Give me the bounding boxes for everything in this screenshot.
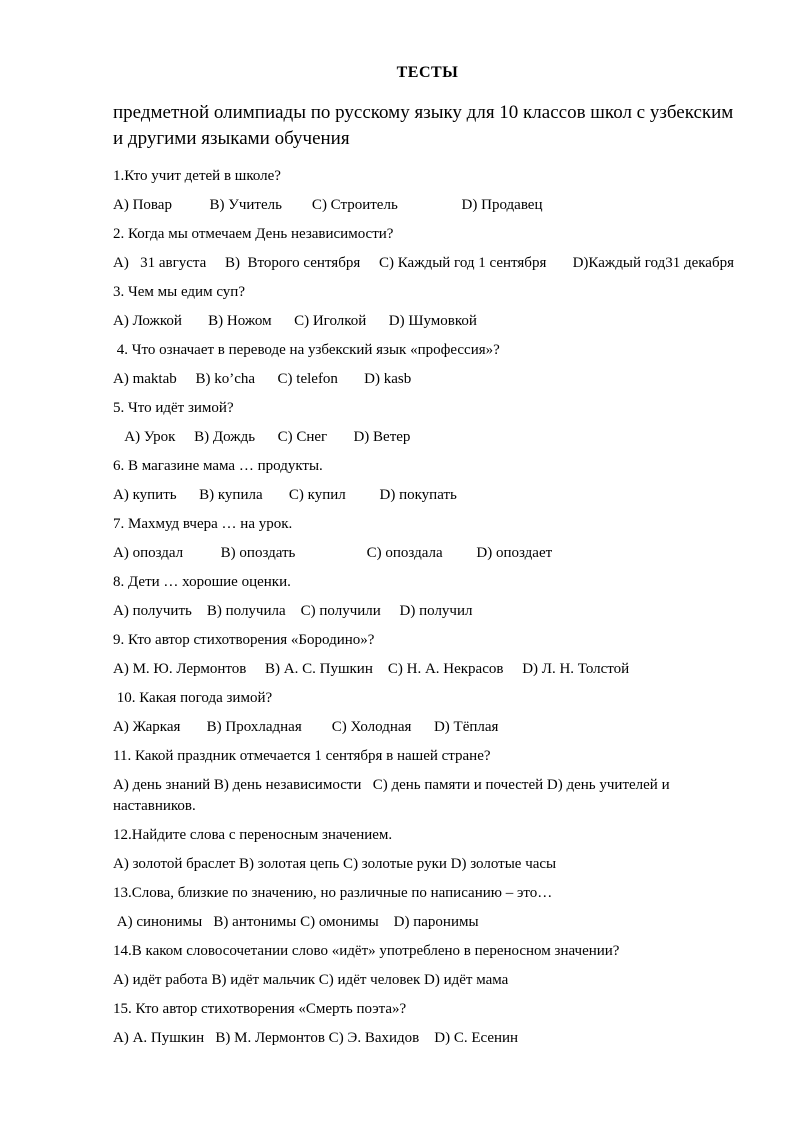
answer-options: A) Урок B) Дождь C) Снег D) Ветер [113, 429, 411, 445]
answer-options: A) день знаний B) день независимости C) день памяти и почестей D) день учителей и наставников. [113, 777, 674, 814]
answer-options: A) А. Пушкин B) М. Лермонтов C) Э. Вахидов D) С. Есенин [113, 1030, 519, 1046]
question-block [113, 825, 742, 875]
answer-options: A) получить B) получила C) получили D) получил [113, 603, 473, 619]
question-text: 2. Когда мы отмечаем День независимости? [113, 226, 394, 242]
question-block [113, 688, 742, 738]
question-block [113, 572, 742, 622]
answer-options: A) идёт работа B) идёт мальчик C) идёт человек D) идёт мама [113, 972, 509, 988]
question-block [113, 514, 742, 564]
question-block [113, 166, 742, 216]
question-text: 5. Что идёт зимой? [113, 400, 234, 416]
question-text: 12.Найдите слова с переносным значением. [113, 827, 393, 843]
question-block [113, 224, 742, 274]
question-text: 14.В каком словосочетании слово «идёт» употреблено в переносном значении? [113, 943, 620, 959]
answer-options: A) опоздал B) опоздать C) опоздала D) опоздает [113, 545, 553, 561]
answer-options: A) maktab B) ko’cha C) telefon D) kasb [113, 371, 412, 387]
question-text: 15. Кто автор стихотворения «Смерть поэта»? [113, 1001, 407, 1017]
document-subtitle: предметной олимпиады по русскому языку для 10 классов школ с узбекским и другими языками обучения [113, 102, 739, 149]
question-text: 10. Какая погода зимой? [113, 690, 273, 706]
question-text: 8. Дети … хорошие оценки. [113, 574, 291, 590]
answer-options: A) Жаркая B) Прохладная C) Холодная D) Тёплая [113, 719, 499, 735]
answer-options: A) синонимы B) антонимы C) омонимы D) паронимы [113, 914, 479, 930]
answer-options: A) Повар B) Учитель C) Строитель D) Продавец [113, 197, 543, 213]
question-block [113, 746, 742, 817]
question-text: 13.Слова, близкие по значению, но различные по написанию – это… [113, 885, 553, 901]
answer-options: A) М. Ю. Лермонтов B) А. С. Пушкин C) Н. А. Некрасов D) Л. Н. Толстой [113, 661, 630, 677]
question-block [113, 630, 742, 680]
answer-options: A) Ложкой B) Ножом C) Иголкой D) Шумовкой [113, 313, 477, 329]
question-block [113, 941, 742, 991]
answer-options: A) золотой браслет B) золотая цепь C) золотые руки D) золотые часы [113, 856, 557, 872]
question-block [113, 340, 742, 390]
question-text: 6. В магазине мама … продукты. [113, 458, 323, 474]
page-title: ТЕСТЫ [396, 64, 459, 81]
answer-options: A) 31 августа B) Второго сентября C) Каждый год 1 сентября D)Каждый год31 декабря [113, 255, 734, 271]
question-text: 3. Чем мы едим суп? [113, 284, 245, 300]
question-block [113, 456, 742, 506]
question-block [113, 282, 742, 332]
question-text: 9. Кто автор стихотворения «Бородино»? [113, 632, 375, 648]
question-block [113, 398, 742, 448]
answer-options: A) купить B) купила C) купил D) покупать [113, 487, 457, 503]
question-block [113, 883, 742, 933]
question-text: 4. Что означает в переводе на узбекский язык «профессия»? [113, 342, 500, 358]
question-text: 7. Махмуд вчера … на урок. [113, 516, 293, 532]
question-text: 11. Какой праздник отмечается 1 сентября в нашей стране? [113, 748, 491, 764]
question-block [113, 999, 742, 1049]
question-text: 1.Кто учит детей в школе? [113, 168, 281, 184]
questions-section [113, 166, 742, 1049]
